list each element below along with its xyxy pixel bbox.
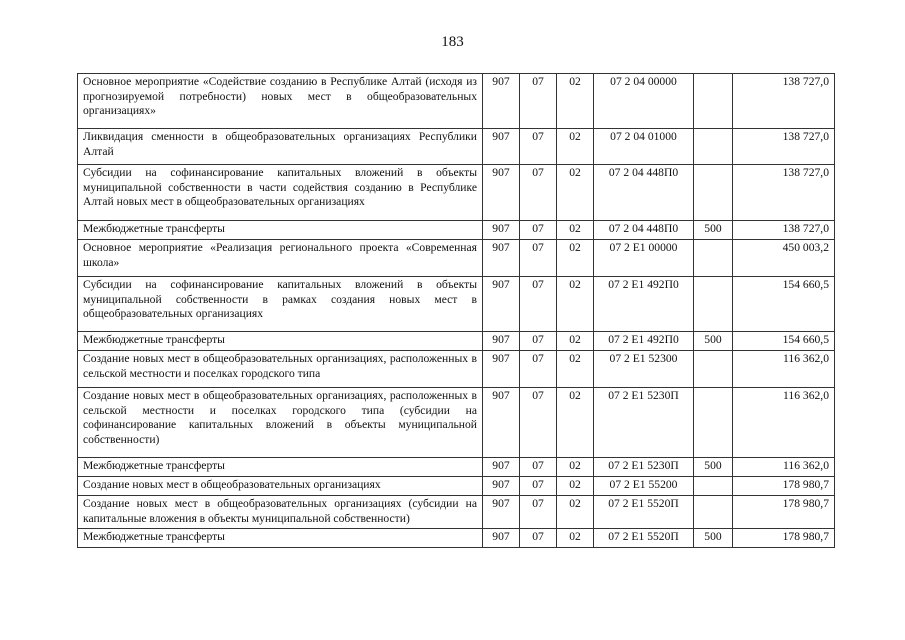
cell-ved: 907 bbox=[483, 529, 520, 548]
cell-vr bbox=[694, 74, 733, 129]
cell-pr: 02 bbox=[557, 332, 594, 351]
cell-sum: 116 362,0 bbox=[733, 458, 835, 477]
cell-pr: 02 bbox=[557, 165, 594, 221]
cell-vr bbox=[694, 496, 733, 529]
cell-vr bbox=[694, 240, 733, 277]
cell-vr bbox=[694, 165, 733, 221]
table-row bbox=[78, 221, 835, 240]
cell-ved: 907 bbox=[483, 477, 520, 496]
cell-vr bbox=[694, 129, 733, 165]
budget-table bbox=[77, 73, 835, 548]
cell-vr: 500 bbox=[694, 529, 733, 548]
cell-vr bbox=[694, 351, 733, 388]
cell-csr: 07 2 E1 52300 bbox=[594, 351, 694, 388]
cell-ved: 907 bbox=[483, 74, 520, 129]
cell-ved: 907 bbox=[483, 351, 520, 388]
cell-vr bbox=[694, 277, 733, 332]
cell-name: Межбюджетные трансферты bbox=[78, 221, 483, 240]
cell-pr: 02 bbox=[557, 477, 594, 496]
cell-pr: 02 bbox=[557, 221, 594, 240]
cell-ved: 907 bbox=[483, 332, 520, 351]
cell-pr: 02 bbox=[557, 496, 594, 529]
page-number: 183 bbox=[441, 34, 464, 50]
cell-rz: 07 bbox=[520, 388, 557, 458]
table-row bbox=[78, 74, 835, 129]
cell-vr: 500 bbox=[694, 332, 733, 351]
cell-pr: 02 bbox=[557, 277, 594, 332]
cell-pr: 02 bbox=[557, 74, 594, 129]
cell-pr: 02 bbox=[557, 388, 594, 458]
cell-name: Создание новых мест в общеобразовательных организациях (субсидии на капитальные вложения в объекты муниципальной собственности) bbox=[78, 496, 483, 529]
cell-sum: 138 727,0 bbox=[733, 165, 835, 221]
cell-csr: 07 2 E1 55200 bbox=[594, 477, 694, 496]
cell-sum: 138 727,0 bbox=[733, 129, 835, 165]
cell-sum: 116 362,0 bbox=[733, 351, 835, 388]
cell-csr: 07 2 04 01000 bbox=[594, 129, 694, 165]
table-row bbox=[78, 165, 835, 221]
cell-sum: 178 980,7 bbox=[733, 496, 835, 529]
table-row bbox=[78, 388, 835, 458]
cell-csr: 07 2 E1 5230П bbox=[594, 458, 694, 477]
cell-csr: 07 2 04 00000 bbox=[594, 74, 694, 129]
cell-rz: 07 bbox=[520, 129, 557, 165]
cell-sum: 178 980,7 bbox=[733, 477, 835, 496]
cell-sum: 178 980,7 bbox=[733, 529, 835, 548]
cell-csr: 07 2 E1 5520П bbox=[594, 496, 694, 529]
cell-name: Ликвидация сменности в общеобразовательных организациях Республики Алтай bbox=[78, 129, 483, 165]
cell-pr: 02 bbox=[557, 458, 594, 477]
cell-vr bbox=[694, 477, 733, 496]
table-row bbox=[78, 496, 835, 529]
cell-name: Межбюджетные трансферты bbox=[78, 458, 483, 477]
cell-csr: 07 2 04 448П0 bbox=[594, 165, 694, 221]
cell-name: Создание новых мест в общеобразовательных организациях bbox=[78, 477, 483, 496]
cell-name: Создание новых мест в общеобразовательных организациях, расположенных в сельской местности и поселках городского типа bbox=[78, 351, 483, 388]
cell-rz: 07 bbox=[520, 496, 557, 529]
table-row bbox=[78, 529, 835, 548]
cell-sum: 154 660,5 bbox=[733, 277, 835, 332]
cell-vr: 500 bbox=[694, 221, 733, 240]
cell-pr: 02 bbox=[557, 240, 594, 277]
cell-ved: 907 bbox=[483, 221, 520, 240]
table-row bbox=[78, 277, 835, 332]
table-row bbox=[78, 351, 835, 388]
cell-rz: 07 bbox=[520, 332, 557, 351]
cell-vr bbox=[694, 388, 733, 458]
cell-rz: 07 bbox=[520, 351, 557, 388]
cell-csr: 07 2 E1 492П0 bbox=[594, 277, 694, 332]
cell-rz: 07 bbox=[520, 221, 557, 240]
cell-name: Субсидии на софинансирование капитальных вложений в объекты муниципальной собственности в рамках создания новых мест в общеобразовательных организациях bbox=[78, 277, 483, 332]
cell-ved: 907 bbox=[483, 388, 520, 458]
cell-csr: 07 2 04 448П0 bbox=[594, 221, 694, 240]
cell-name: Субсидии на софинансирование капитальных вложений в объекты муниципальной собственности в части содействия созданию в Республике Алтай новых мест в общеобразовательных организациях bbox=[78, 165, 483, 221]
cell-name: Создание новых мест в общеобразовательных организациях, расположенных в сельской местности и поселках городского типа (субсидии на софинансирование капитальных вложений в объекты муниципальной собственности) bbox=[78, 388, 483, 458]
cell-csr: 07 2 E1 5520П bbox=[594, 529, 694, 548]
cell-name: Основное мероприятие «Содействие созданию в Республике Алтай (исходя из прогнозируемой потребности) новых мест в общеобразовательных организациях» bbox=[78, 74, 483, 129]
cell-sum: 116 362,0 bbox=[733, 388, 835, 458]
cell-ved: 907 bbox=[483, 129, 520, 165]
table-row bbox=[78, 240, 835, 277]
table-row bbox=[78, 129, 835, 165]
cell-rz: 07 bbox=[520, 477, 557, 496]
cell-pr: 02 bbox=[557, 351, 594, 388]
cell-sum: 138 727,0 bbox=[733, 74, 835, 129]
cell-sum: 450 003,2 bbox=[733, 240, 835, 277]
table-row bbox=[78, 332, 835, 351]
cell-ved: 907 bbox=[483, 165, 520, 221]
cell-ved: 907 bbox=[483, 277, 520, 332]
cell-pr: 02 bbox=[557, 129, 594, 165]
cell-rz: 07 bbox=[520, 458, 557, 477]
cell-ved: 907 bbox=[483, 496, 520, 529]
cell-name: Межбюджетные трансферты bbox=[78, 332, 483, 351]
cell-csr: 07 2 E1 5230П bbox=[594, 388, 694, 458]
cell-rz: 07 bbox=[520, 529, 557, 548]
cell-name: Основное мероприятие «Реализация регионального проекта «Современная школа» bbox=[78, 240, 483, 277]
cell-rz: 07 bbox=[520, 277, 557, 332]
table-row bbox=[78, 477, 835, 496]
cell-pr: 02 bbox=[557, 529, 594, 548]
table-row bbox=[78, 458, 835, 477]
cell-sum: 138 727,0 bbox=[733, 221, 835, 240]
cell-rz: 07 bbox=[520, 74, 557, 129]
cell-csr: 07 2 E1 00000 bbox=[594, 240, 694, 277]
cell-ved: 907 bbox=[483, 458, 520, 477]
cell-ved: 907 bbox=[483, 240, 520, 277]
cell-name: Межбюджетные трансферты bbox=[78, 529, 483, 548]
cell-csr: 07 2 E1 492П0 bbox=[594, 332, 694, 351]
cell-vr: 500 bbox=[694, 458, 733, 477]
cell-sum: 154 660,5 bbox=[733, 332, 835, 351]
cell-rz: 07 bbox=[520, 165, 557, 221]
cell-rz: 07 bbox=[520, 240, 557, 277]
